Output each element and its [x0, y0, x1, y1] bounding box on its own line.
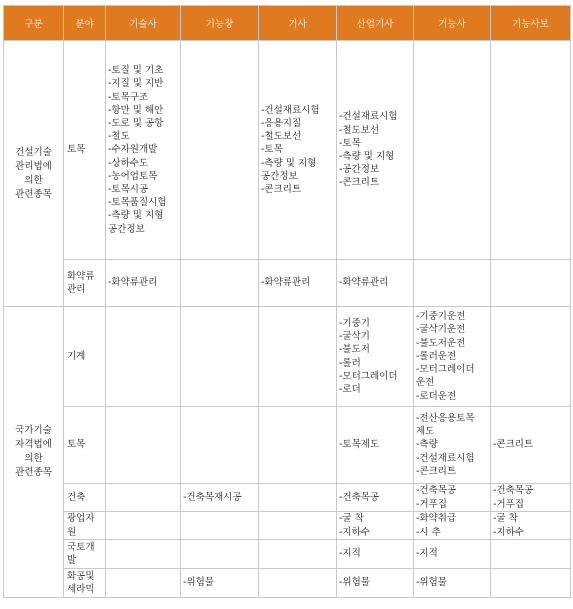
text-line: 발 — [67, 555, 77, 566]
qualification-list — [416, 484, 488, 510]
column-header: 구분 — [4, 6, 64, 41]
header-row — [4, 6, 571, 41]
text-line: 국가기술 — [15, 425, 52, 436]
qualification-item: -위험물 — [339, 577, 370, 589]
qualification-list — [339, 276, 411, 289]
text-line: 세라믹 — [67, 584, 95, 595]
qualification-list — [493, 438, 568, 451]
qualification-item: -토목제도 — [339, 439, 380, 451]
qualification-list — [261, 276, 334, 289]
column-header: 기사 — [259, 6, 337, 41]
qualification-item: -굴삭기 — [339, 331, 370, 343]
text-line: 기계 — [67, 350, 86, 362]
text-line: 관리 — [67, 284, 86, 295]
qualification-cell — [414, 512, 491, 540]
qualification-item: -도로 및 공항 — [108, 117, 164, 129]
qualification-cell — [259, 41, 337, 260]
text-line: 자격법에 — [15, 439, 52, 450]
qualification-item: -화약취급 — [416, 513, 457, 525]
column-header: 기술사 — [106, 6, 181, 41]
qualification-cell — [337, 484, 414, 512]
qualification-cell — [414, 260, 491, 307]
text-line: 원 — [67, 526, 77, 538]
qualification-cell — [337, 260, 414, 307]
text-line: 관리법에 — [15, 160, 52, 172]
qualification-cell — [106, 540, 181, 569]
qualification-list — [416, 310, 488, 402]
qualification-list — [339, 576, 411, 589]
qualification-item: -건설재료시험 — [339, 111, 398, 123]
qualification-cell — [181, 540, 259, 569]
qualification-item: -지적 — [339, 548, 361, 560]
text-line: 토목 — [67, 144, 86, 156]
qualification-item: -위험물 — [183, 577, 214, 589]
table-body — [4, 41, 571, 598]
qualification-item: 제도 — [416, 426, 435, 438]
qualification-item: -항만 및 해안 — [108, 104, 164, 116]
qualification-item: -롤러운전 — [416, 350, 457, 362]
qualification-cell — [414, 484, 491, 512]
qualification-cell — [106, 569, 181, 598]
table-row — [4, 540, 571, 569]
qualification-cell — [337, 512, 414, 540]
qualification-list — [183, 576, 256, 589]
qualification-item: -굴삭기운전 — [416, 324, 466, 336]
qualification-item: -건축목공 — [339, 491, 380, 503]
table-row — [4, 307, 571, 407]
qualification-cell — [181, 484, 259, 512]
column-header: 산업기사 — [337, 6, 414, 41]
qualification-item: -철도 — [108, 131, 130, 143]
qualification-item: -지하수 — [339, 526, 370, 538]
qualification-item: -굴 착 — [493, 513, 518, 525]
qualification-list — [339, 317, 411, 396]
qualification-item: -롤러 — [339, 357, 361, 369]
qualification-cell — [181, 569, 259, 598]
qualification-item: -모터그레이더 — [416, 364, 475, 376]
text-line: 광업자 — [67, 513, 95, 525]
qualification-cell — [414, 407, 491, 484]
qualification-item: -위험물 — [416, 577, 447, 589]
qualification-item: -측량 및 지형 — [108, 210, 164, 222]
qualification-cell — [491, 569, 571, 598]
qualification-item: -화약류관리 — [339, 277, 389, 289]
qualification-cell — [414, 307, 491, 407]
qualification-cell — [106, 512, 181, 540]
qualification-item: -지질 및 지반 — [108, 78, 164, 90]
qualification-item: -불도저 — [339, 344, 370, 356]
qualification-item: -콘크리트 — [261, 184, 302, 195]
table-row — [4, 260, 571, 307]
qualification-cell — [106, 484, 181, 512]
field-label — [64, 307, 106, 407]
qualification-cell — [259, 512, 337, 540]
qualification-cell — [491, 484, 571, 512]
qualification-list — [261, 104, 334, 196]
qualification-item: -공간정보 — [339, 164, 380, 176]
table-row — [4, 484, 571, 512]
qualification-cell — [491, 407, 571, 484]
qualification-item: -건축목재시공 — [183, 491, 242, 503]
qualification-item: -측량 — [416, 439, 438, 451]
qualification-cell — [106, 41, 181, 260]
qualification-item: -로더운전 — [416, 390, 457, 402]
qualification-cell — [337, 540, 414, 569]
qualification-item: -토목구조 — [108, 91, 149, 103]
qualification-list — [183, 491, 256, 504]
qualification-item: -측량 및 지형 — [261, 157, 317, 169]
qualification-list — [339, 512, 411, 538]
qualification-cell — [491, 540, 571, 569]
qualification-cell — [259, 484, 337, 512]
column-header: 기능사 — [414, 6, 491, 41]
qualification-list — [339, 110, 411, 189]
qualification-item: -콘크리트 — [493, 439, 534, 451]
qualification-cell — [259, 569, 337, 598]
group-label — [4, 41, 64, 307]
qualification-item: -시 추 — [416, 526, 441, 538]
field-label — [64, 484, 106, 512]
qualification-item: -화약류관리 — [108, 277, 158, 289]
qualification-item: -콘크리트 — [339, 177, 380, 189]
text-line: 관련종목 — [15, 188, 52, 200]
text-line: 토목 — [67, 439, 86, 451]
text-line: 의한 — [24, 174, 43, 186]
qualification-item: -수자원개발 — [108, 144, 158, 156]
qualification-item: 공간정보 — [261, 170, 298, 182]
qualification-item: -지적 — [416, 548, 438, 560]
qualification-item: -상하수도 — [108, 157, 149, 169]
field-label — [64, 41, 106, 260]
qualification-item: -건축목공 — [416, 485, 457, 497]
qualification-item: -건설재료시험 — [416, 452, 475, 464]
column-header: 기능사보 — [491, 6, 571, 41]
qualification-item: -농어업토목 — [108, 170, 158, 182]
qualification-cell — [414, 41, 491, 260]
field-label — [64, 569, 106, 598]
certification-table — [3, 5, 571, 598]
qualification-item: -기중기 — [339, 317, 370, 329]
table-row — [4, 512, 571, 540]
qualification-list — [416, 547, 488, 560]
qualification-item: -로더 — [339, 383, 361, 395]
text-line: 화약류 — [67, 270, 95, 282]
qualification-cell — [106, 407, 181, 484]
field-label — [64, 512, 106, 540]
text-line: 국토개 — [67, 541, 95, 553]
qualification-cell — [337, 41, 414, 260]
qualification-list — [416, 576, 488, 589]
qualification-cell — [259, 307, 337, 407]
qualification-cell — [259, 407, 337, 484]
qualification-cell — [259, 540, 337, 569]
qualification-cell — [181, 41, 259, 260]
table-row — [4, 407, 571, 484]
group-label — [4, 307, 64, 598]
qualification-cell — [181, 407, 259, 484]
qualification-cell — [337, 307, 414, 407]
qualification-cell — [106, 307, 181, 407]
qualification-item: -거푸집 — [416, 498, 447, 510]
qualification-item: -철도보선 — [339, 124, 380, 136]
qualification-cell — [181, 260, 259, 307]
qualification-item: -철도보선 — [261, 131, 302, 143]
field-label — [64, 540, 106, 569]
qualification-list — [108, 276, 178, 289]
text-line: 의한 — [24, 453, 43, 464]
qualification-item: -토목 — [261, 144, 283, 156]
qualification-cell — [491, 260, 571, 307]
qualification-cell — [337, 407, 414, 484]
table-row — [4, 569, 571, 598]
qualification-item: -토목품질시험 — [108, 197, 167, 209]
qualification-cell — [337, 569, 414, 598]
qualification-cell — [414, 569, 491, 598]
qualification-item: -토목시공 — [108, 184, 149, 195]
qualification-item: -기중기운전 — [416, 311, 466, 323]
qualification-cell — [106, 260, 181, 307]
text-line: 화공및 — [67, 570, 95, 582]
qualification-cell — [414, 540, 491, 569]
qualification-list — [416, 512, 488, 538]
column-header: 분야 — [64, 6, 106, 41]
qualification-item: -토목 — [339, 137, 361, 149]
qualification-item: 공간정보 — [108, 223, 145, 235]
qualification-item: -응용지질 — [261, 117, 302, 129]
table-row — [4, 41, 571, 260]
qualification-list — [339, 547, 411, 560]
qualification-list — [416, 412, 488, 478]
qualification-item: -굴 착 — [339, 513, 364, 525]
qualification-cell — [491, 307, 571, 407]
qualification-list — [339, 491, 411, 504]
qualification-item: -거푸집 — [493, 498, 524, 510]
qualification-cell — [491, 41, 571, 260]
qualification-list — [493, 484, 568, 510]
qualification-item: -화약류관리 — [261, 277, 311, 289]
qualification-item: -불도저운전 — [416, 337, 466, 349]
field-label — [64, 260, 106, 307]
qualification-item: -건설재료시험 — [261, 104, 320, 116]
qualification-cell — [181, 512, 259, 540]
field-label — [64, 407, 106, 484]
qualification-item: -토질 및 기초 — [108, 65, 164, 77]
qualification-cell — [491, 512, 571, 540]
qualification-list — [339, 438, 411, 451]
qualification-list — [108, 64, 178, 236]
text-line: 건설기술 — [15, 146, 52, 158]
qualification-item: -전산응용토목 — [416, 412, 475, 424]
qualification-item: -건축목공 — [493, 485, 534, 497]
qualification-item: -측량 및 지형 — [339, 151, 395, 162]
qualification-item: -지하수 — [493, 526, 524, 538]
qualification-item: 운전 — [416, 377, 435, 389]
column-header: 기능장 — [181, 6, 259, 41]
qualification-list — [493, 512, 568, 538]
text-line: 건축 — [67, 491, 86, 503]
qualification-item: -모터그레이더 — [339, 370, 398, 382]
qualification-cell — [181, 307, 259, 407]
qualification-cell — [259, 260, 337, 307]
qualification-item: -콘크리트 — [416, 465, 457, 477]
text-line: 관련종목 — [15, 467, 52, 478]
